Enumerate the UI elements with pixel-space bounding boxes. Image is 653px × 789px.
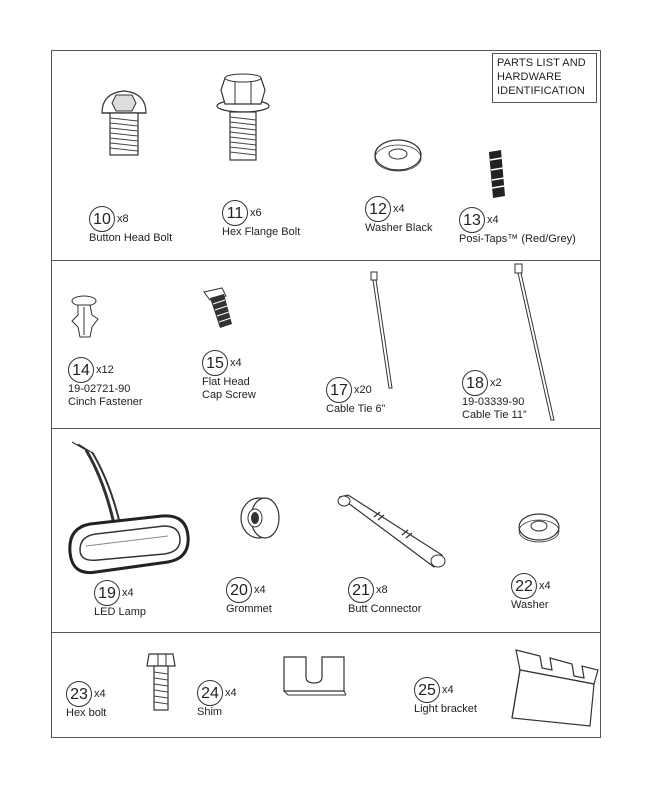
- part-number: 18: [462, 370, 488, 396]
- part-22-label: [511, 573, 551, 612]
- part-quantity: x4: [94, 687, 106, 700]
- part-quantity: x4: [122, 586, 134, 599]
- led-lamp-drawing: [64, 440, 204, 580]
- part-number: 19: [94, 580, 120, 606]
- part-name: Cinch Fastener: [68, 396, 143, 408]
- part-number: 25: [414, 677, 440, 703]
- part-number: 17: [326, 377, 352, 403]
- washer-drawing: [516, 512, 562, 544]
- part-23-label: [66, 681, 106, 720]
- part-catalog-number: 19-03339-90: [462, 396, 525, 408]
- cinch-fastener-drawing: [68, 293, 108, 343]
- part-quantity: x4: [393, 202, 405, 215]
- hex-flange-bolt-drawing: [213, 68, 273, 163]
- part-catalog-number: 19-02721-90: [68, 383, 131, 395]
- black-washer-drawing: [373, 137, 423, 173]
- part-name: Hex bolt: [66, 707, 107, 719]
- part-name: Hex Flange Bolt: [222, 226, 301, 238]
- part-number: 21: [348, 577, 374, 603]
- part-24-label: [197, 680, 237, 719]
- part-18-label: [462, 370, 527, 422]
- part-name: Button Head Bolt: [89, 232, 173, 244]
- part-name: Cable Tie 6”: [326, 403, 386, 415]
- part-quantity: x4: [225, 686, 237, 699]
- title-line-2: HARDWARE: [497, 71, 562, 83]
- part-quantity: x4: [442, 683, 454, 696]
- part-number: 14: [68, 357, 94, 383]
- part-20-label: [226, 577, 272, 616]
- part-name: Shim: [197, 706, 223, 718]
- part-number: 22: [511, 573, 537, 599]
- light-bracket-drawing: [508, 646, 600, 732]
- title-line-1: PARTS LIST AND: [497, 57, 586, 69]
- row-divider-1: [51, 260, 601, 261]
- parts-list-title: [492, 53, 597, 103]
- part-25-label: [414, 677, 477, 716]
- part-name: Butt Connector: [348, 603, 422, 615]
- part-19-label: [94, 580, 146, 619]
- part-quantity: x20: [354, 383, 372, 396]
- part-number: 15: [202, 350, 228, 376]
- part-name: Grommet: [226, 603, 272, 615]
- part-15-label: [202, 350, 256, 402]
- part-quantity: x6: [250, 206, 262, 219]
- part-11-label: [222, 200, 300, 239]
- part-17-label: [326, 377, 385, 416]
- part-number: 24: [197, 680, 223, 706]
- part-name-line-2: Cap Screw: [202, 389, 256, 401]
- part-14-label: [68, 357, 143, 409]
- part-10-label: [89, 206, 172, 245]
- part-name: Light bracket: [414, 703, 477, 715]
- part-name: Cable Tie 11”: [462, 409, 527, 421]
- part-quantity: x4: [539, 579, 551, 592]
- part-number: 23: [66, 681, 92, 707]
- shim-drawing: [282, 655, 348, 697]
- posi-tap-drawing: [483, 150, 513, 200]
- part-quantity: x8: [376, 583, 388, 596]
- title-line-3: IDENTIFICATION: [497, 85, 585, 97]
- button-head-bolt-drawing: [94, 85, 154, 160]
- part-name-line-1: Flat Head: [202, 376, 250, 388]
- part-number: 11: [222, 200, 248, 226]
- part-name: LED Lamp: [94, 606, 146, 618]
- part-21-label: [348, 577, 421, 616]
- row-divider-2: [51, 428, 601, 429]
- row-divider-3: [51, 632, 601, 633]
- hex-bolt-drawing: [146, 650, 178, 712]
- part-name: Washer Black: [365, 222, 433, 234]
- part-number: 12: [365, 196, 391, 222]
- cable-tie-6-drawing: [368, 270, 398, 390]
- part-quantity: x2: [490, 376, 502, 389]
- part-number: 13: [459, 207, 485, 233]
- part-name: Posi-Taps™ (Red/Grey): [459, 233, 576, 245]
- butt-connector-drawing: [334, 495, 449, 575]
- part-quantity: x4: [254, 583, 266, 596]
- part-number: 20: [226, 577, 252, 603]
- part-name: Washer: [511, 599, 549, 611]
- grommet-drawing: [237, 492, 282, 542]
- part-quantity: x4: [230, 356, 242, 369]
- flat-head-cap-screw-drawing: [202, 286, 242, 331]
- part-quantity: x8: [117, 212, 129, 225]
- part-quantity: x4: [487, 213, 499, 226]
- part-quantity: x12: [96, 363, 114, 376]
- part-number: 10: [89, 206, 115, 232]
- part-12-label: [365, 196, 432, 235]
- part-13-label: [459, 207, 576, 246]
